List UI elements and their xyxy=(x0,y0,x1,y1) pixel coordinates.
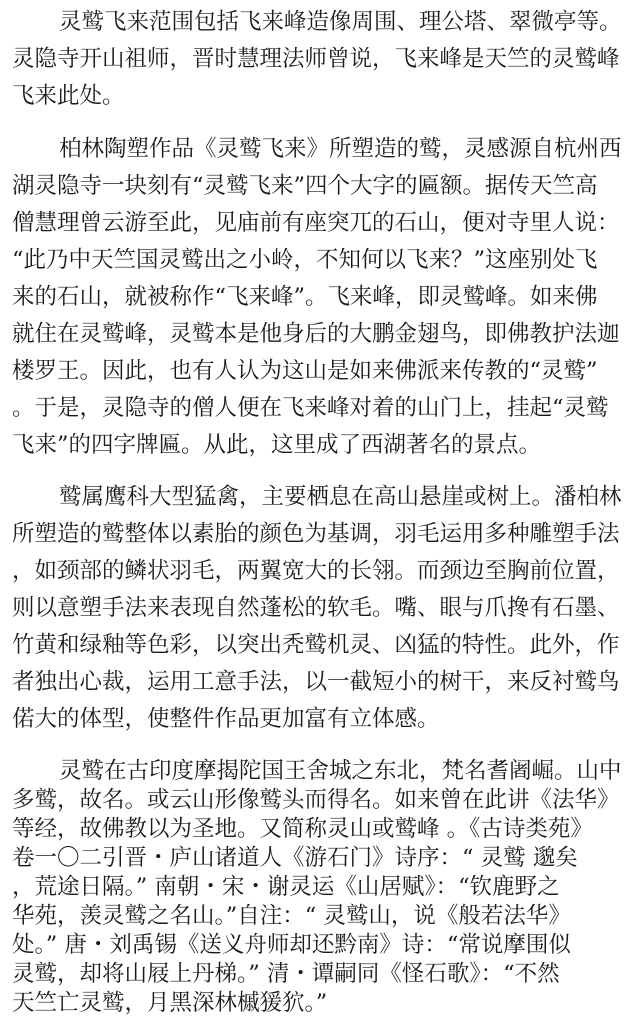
text-line: 等经，故佛教以为圣地。又简称灵山或鹫峰 。《古诗类苑》 xyxy=(12,816,593,842)
text-line: ，荒途日隔。” 南朝・宋・谢灵运《山居赋》：“钦鹿野之 xyxy=(12,874,560,900)
text-line: 偌大的体型，使整件作品更加富有立体感。 xyxy=(12,706,440,732)
text-line: 僧慧理曾云游至此，见庙前有座突兀的石山，便对寺里人说： xyxy=(12,210,620,236)
text-line: 天竺亡灵鹫，月黑深林槭猨狖。” xyxy=(12,990,328,1016)
text-line: 竹黄和绿釉等色彩，以突出秃鹫机灵、凶猛的特性。此外，作 xyxy=(12,632,620,658)
text-line: 所塑造的鹫整体以素胎的颜色为基调，羽毛运用多种雕塑手法 xyxy=(12,521,620,547)
text-line: 楼罗王。因此，也有人认为这山是如来佛派来传教的“灵鹫” xyxy=(12,358,598,384)
text-line: 鹫属鹰科大型猛禽，主要栖息在高山悬崖或树上。潘柏林 xyxy=(59,484,622,510)
text-line: 处。” 唐・刘禹锡《送义舟师却还黔南》诗：“常说摩围似 xyxy=(12,932,571,958)
text-line: 多鹫，故名。或云山形像鹫头而得名。如来曾在此讲《法华》 xyxy=(12,787,620,813)
text-line: 则以意塑手法来表现自然蓬松的软毛。嘴、眼与爪搀有石墨、 xyxy=(12,595,620,621)
text-line: 华苑，羡灵鹫之名山。”自注：“ 灵鹫山，说《般若法华》 xyxy=(12,903,571,929)
text-line: ，如颈部的鳞状羽毛，两翼宽大的长翎。而颈边至胸前位置， xyxy=(12,558,620,584)
text-line: 卷一〇二引晋・庐山诸道人《游石门》诗序：“ 灵鹫 邈矣 xyxy=(12,845,578,871)
text-line: 飞来”的四字牌匾。从此，这里成了西湖著名的景点。 xyxy=(12,432,542,458)
text-line: 柏林陶塑作品《灵鹫飞来》所塑造的鹫，灵感源自杭州西 xyxy=(59,136,622,162)
text-line: “此乃中天竺国灵鹫出之小岭，不知何以飞来？”这座别处飞 xyxy=(12,247,598,273)
text-line: 者独出心裁，运用工意手法，以一截短小的树干，来反衬鹫鸟 xyxy=(12,669,620,695)
text-line: 灵鹫，却将山屐上丹梯。” 清・谭嗣同《怪石歌》：“不然 xyxy=(12,961,560,987)
text-line: 来的石山，就被称作“飞来峰”。飞来峰，即灵鹫峰。如来佛 xyxy=(12,284,598,310)
text-line: 就住在灵鹫峰，灵鹫本是他身后的大鹏金翅鸟，即佛教护法迦 xyxy=(12,321,620,347)
text-line: 灵鹫飞来范围包括飞来峰造像周围、理公塔、翠微亭等。 xyxy=(59,9,622,35)
text-line: 。于是，灵隐寺的僧人便在飞来峰对着的山门上，挂起“灵鹫 xyxy=(12,395,609,421)
text-line: 灵隐寺开山祖师，晋时慧理法师曾说，飞来峰是天竺的灵鹫峰 xyxy=(12,46,620,72)
text-line: 飞来此处。 xyxy=(12,83,125,109)
text-line: 湖灵隐寺一块刻有“灵鹫飞来”四个大字的匾额。据传天竺高 xyxy=(12,173,598,199)
text-line: 灵鹫在古印度摩揭陀国王舍城之东北，梵名耆阇崛。山中 xyxy=(59,758,622,784)
